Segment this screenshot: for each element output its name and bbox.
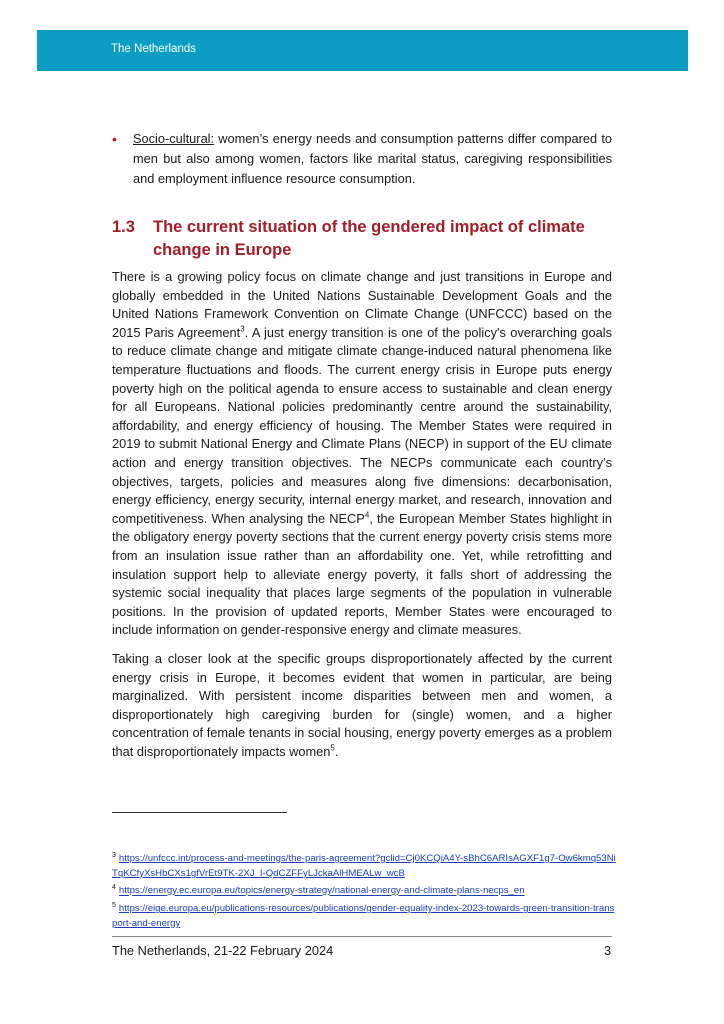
footnote-marker: 4 [112,884,116,892]
paragraph-1-part1: There is a growing policy focus on climate change and just transitions in Europe and globally embedded in the United Nations Sustainable Development Goals and the United Nations Framework Convention on Climate Change (UNFCCC) based on the 2015 Paris Agreement [112,269,612,340]
paragraph-2-part1: Taking a closer look at the specific groups disproportionately affected by the current energy crisis in Europe, it becomes evident that women in particular, are being marginalized. With persistent income disparities between men and women, a disproportionately high caregiving burden for (single) women, and a higher concentration of female tenants in social housing, energy poverty emerges as a problem that disproportionately impacts women [112,651,612,759]
header-title: The Netherlands [111,43,197,55]
paragraph-1-part3: , the European Member States highlight in the obligatory energy poverty sections that the current energy poverty crisis stems more from an insulation issue rather than an affordability one. Yet, while retrofitting and insulation support help to alleviate energy poverty, it falls short of addressing the systemic social inequality that places large segments of the population in vulnerable positions. In the provision of updated reports, Member States were encouraged to include information on gender-responsive energy and climate measures. [112,510,612,638]
bullet-item [112,129,612,189]
footnote-ref-4[interactable]: 4 [364,510,370,520]
header-band [37,30,688,71]
paragraph-1 [112,268,612,640]
footnote-5 [112,899,617,931]
paragraph-2-part2: . [334,743,339,759]
bullet-term: Socio-cultural: [133,131,215,146]
page-number: 3 [604,943,612,958]
bullet-body: women’s energy needs and consumption patterns differ compared to men but also among women, factors like marital status, caregiving responsibilities and employment influence resource consumption. [133,131,612,186]
footnote-link[interactable]: https://eige.europa.eu/publications-resources/publications/gender-equality-index-2023-towards-green-transition-transport-and-energy [112,903,615,929]
bullet-icon: • [112,131,117,147]
footnote-ref-3[interactable]: 3 [240,324,245,334]
paragraph-2 [112,650,612,762]
footnote-link[interactable]: https://energy.ec.europa.eu/topics/energy-strategy/national-energy-and-climate-plans-necps_en [118,885,525,897]
footnote-ref-5[interactable]: 5 [330,743,335,753]
bullet-text [133,129,612,189]
footnote-link[interactable]: https://unfccc.int/process-and-meetings/the-paris-agreement?gclid=Cj0KCQiA4Y-sBhC6ARIsAGXF1g7-Ow6kmq53NiTqKCfyXsHbCXs1gfVrEt9TK-2XJ_I-QdCZFFyLJckaAlHMEALw_wcB [112,853,616,879]
footnote-4 [112,881,617,899]
paragraph-1-part2: . A just energy transition is one of the policy's overarching goals to reduce climate change and mitigate climate change-induced natural phenomena like temperature fluctuations and floods. The current energy crisis in Europe puts energy poverty high on the political agenda to ensure access to sustainable and clean energy for all Europeans. National policies predominantly centre around the sustainability, affordability, and energy efficiency of housing. The Member States were required in 2019 to submit National Energy and Climate Plans (NECP) in support of the EU climate action and energy transition objectives. The NECPs communicate each country’s objectives, targets, policies and measures along five dimensions: decarbonisation, energy efficiency, energy security, internal energy market, and research, innovation and competitiveness. When analysing the NECP [112,324,612,526]
section-title: The current situation of the gendered impact of climate change in Europe [153,218,585,259]
section-heading [112,216,612,262]
footer-text: The Netherlands, 21-22 February 2024 [112,943,334,958]
footnotes [112,849,617,932]
footnote-marker: 3 [112,852,116,859]
footnote-divider [112,812,287,813]
footer-divider [112,936,612,937]
footnote-marker: 5 [112,902,116,910]
section-number: 1.3 [112,218,135,236]
footnote-3 [112,849,617,881]
